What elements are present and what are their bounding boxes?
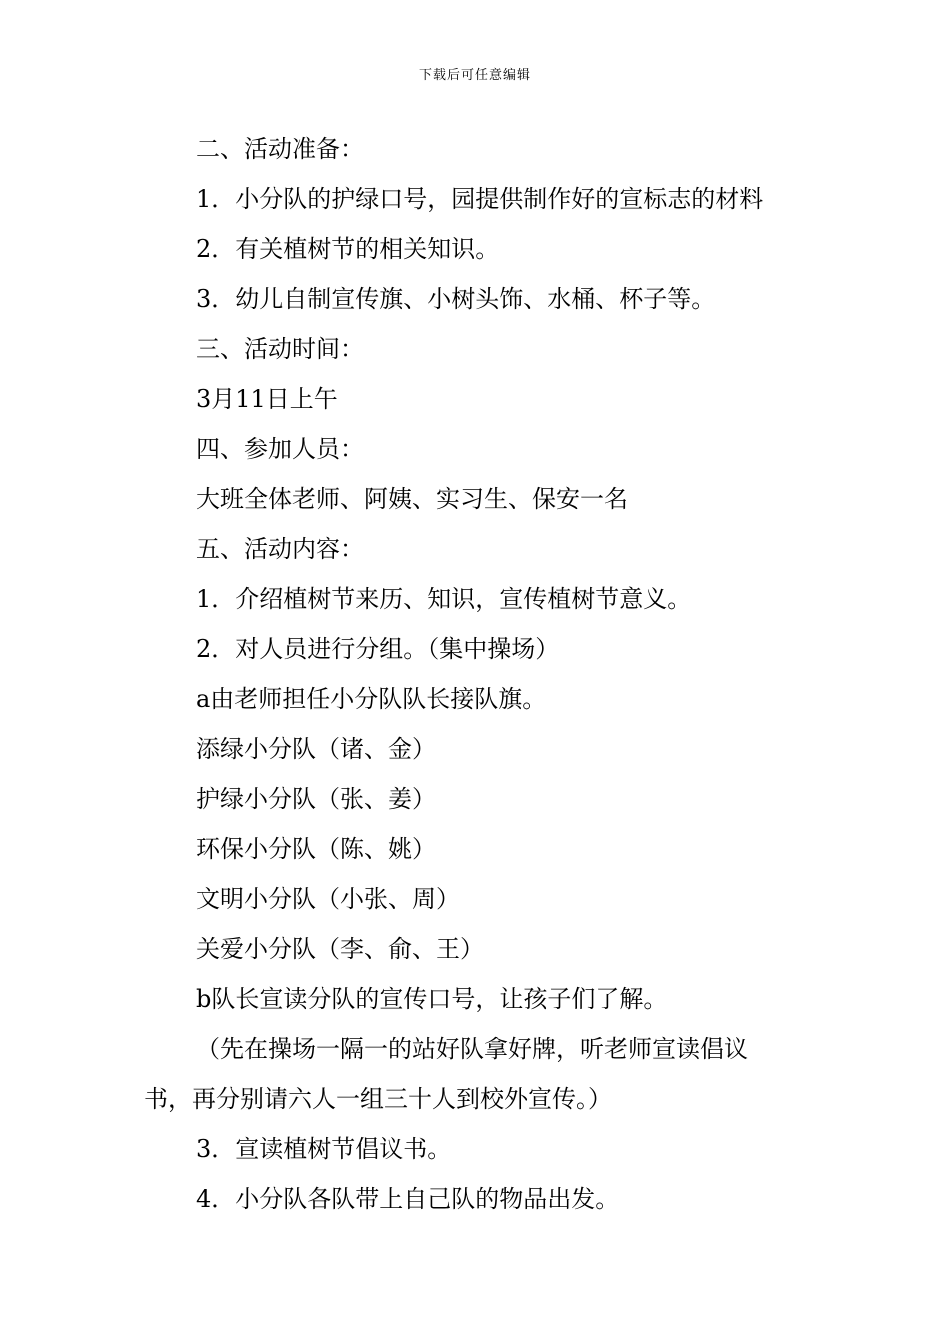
document-body xyxy=(144,124,814,1224)
paragraph-line: 2．有关植树节的相关知识。 xyxy=(196,235,500,263)
section-heading-preparation: 二、活动准备： xyxy=(196,135,364,163)
paragraph-line: 4．小分队各队带上自己队的物品出发。 xyxy=(196,1185,620,1213)
team-item: 关爱小分队（李、俞、王） xyxy=(196,935,484,963)
paragraph-line: b队长宣读分队的宣传口号，让孩子们了解。 xyxy=(196,985,668,1013)
paragraph-line: 3．幼儿自制宣传旗、小树头饰、水桶、杯子等。 xyxy=(196,285,716,313)
team-item: 环保小分队（陈、姚） xyxy=(196,835,436,863)
team-item: 文明小分队（小张、周） xyxy=(196,885,460,913)
paragraph-line: 大班全体老师、阿姨、实习生、保安一名 xyxy=(196,485,628,513)
paragraph-line: （先在操场一隔一的站好队拿好牌，听老师宣读倡议 xyxy=(196,1035,748,1063)
paragraph-line: 1．介绍植树节来历、知识，宣传植树节意义。 xyxy=(196,585,692,613)
team-item: 添绿小分队（诸、金） xyxy=(196,735,436,763)
paragraph-line: 3月11日上午 xyxy=(196,385,338,413)
section-heading-time: 三、活动时间： xyxy=(196,335,364,363)
paragraph-line: 书，再分别请六人一组三十人到校外宣传。） xyxy=(144,1085,612,1113)
section-heading-participants: 四、参加人员： xyxy=(196,435,364,463)
paragraph-line: 1．小分队的护绿口号，园提供制作好的宣标志的材料 xyxy=(196,185,764,213)
page-header: 下载后可任意编辑 xyxy=(418,68,531,83)
section-heading-content: 五、活动内容： xyxy=(196,535,364,563)
team-item: 护绿小分队（张、姜） xyxy=(196,785,436,813)
paragraph-line: 3．宣读植树节倡议书。 xyxy=(196,1135,452,1163)
paragraph-line: 2．对人员进行分组。（集中操场） xyxy=(196,635,560,663)
paragraph-line: a由老师担任小分队队长接队旗。 xyxy=(196,685,547,713)
